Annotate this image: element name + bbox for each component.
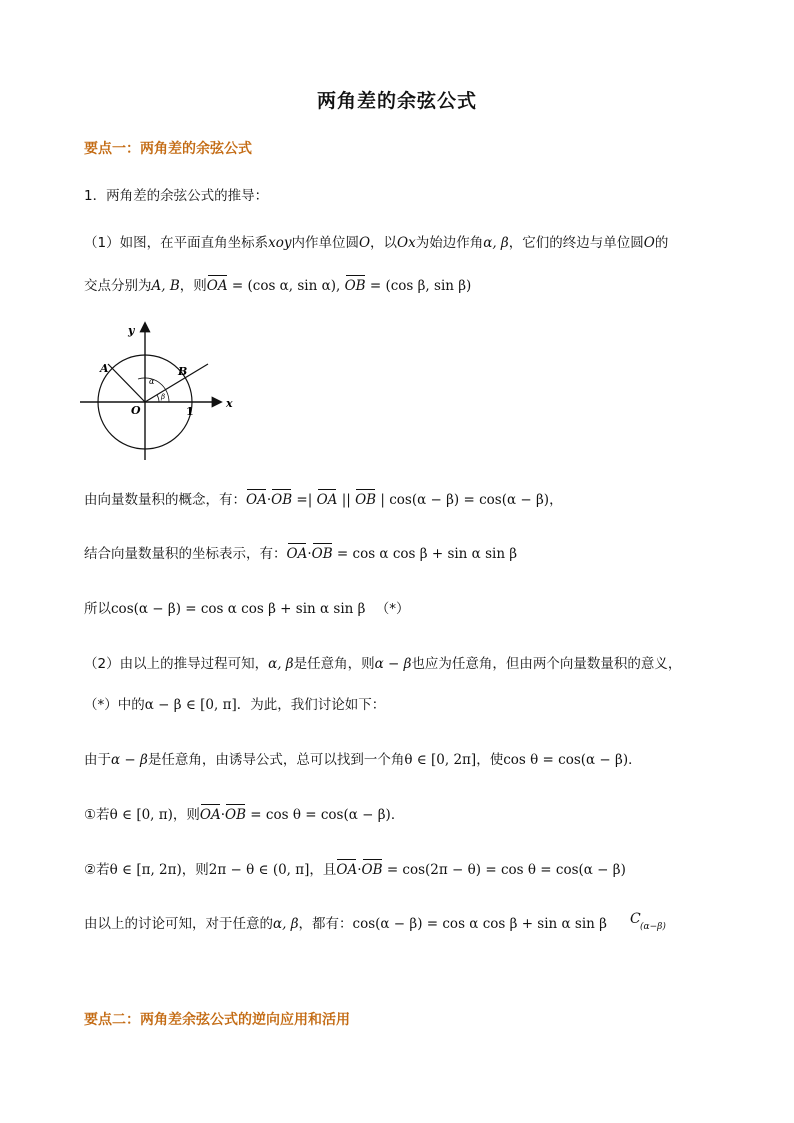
text-span: 结合向量数量积的坐标表示，有： <box>84 546 287 562</box>
label-alpha: α <box>149 377 155 386</box>
paragraph-9 <box>84 803 404 823</box>
vector-oa: OA <box>286 546 308 562</box>
text-span: （1）如图，在平面直角坐标系 <box>84 235 269 251</box>
vector-oa: OA <box>206 278 228 294</box>
paragraph-6 <box>84 652 681 672</box>
vector-ob: OB <box>355 492 377 508</box>
vector-ob: OB <box>361 862 383 878</box>
angle-beta-arc <box>157 395 159 402</box>
math-var: α, β <box>273 916 299 932</box>
label-beta: β <box>161 393 166 401</box>
vector-ob: OB <box>271 492 293 508</box>
math-var: A, B <box>151 278 180 294</box>
text-span: （*） <box>375 601 410 617</box>
text-span: ， <box>549 492 563 508</box>
text-span: 内作单位圆 <box>291 235 359 251</box>
math-var: O <box>643 235 655 251</box>
vector-oa: OA <box>316 492 338 508</box>
math-expr: = (cos β, sin β) <box>365 278 472 294</box>
math-expr: = cos θ = cos(α − β) <box>246 807 391 823</box>
vector-ob: OB <box>225 807 247 823</box>
math-var: α, β <box>268 656 294 672</box>
math-expr: θ ∈ [π, 2π) <box>109 862 182 878</box>
text-span: ，则 <box>172 807 200 823</box>
formula-name-c: C <box>630 911 641 927</box>
text-span: ，它们的终边与单位圆 <box>508 235 644 251</box>
unit-circle-figure <box>80 318 240 463</box>
text-span: ，且 <box>309 862 337 878</box>
math-var: O <box>358 235 371 251</box>
paragraph-4 <box>84 542 517 562</box>
vector-oa: OA <box>246 492 267 508</box>
math-expr: cos(α − β) = cos α cos β + sin α sin β <box>111 601 366 617</box>
vector-oa: OA <box>336 862 358 878</box>
text-span: 由向量数量积的概念，有： <box>84 492 246 508</box>
label-y: y <box>128 324 135 337</box>
math-var: α − β <box>374 656 412 672</box>
label-a: A <box>100 362 109 375</box>
vector-ob: OB <box>344 278 366 294</box>
math-expr: · <box>357 862 362 878</box>
math-var: xoy <box>268 235 292 251</box>
math-expr: · <box>266 492 272 508</box>
text-span: 所以 <box>84 601 111 617</box>
text-span: ． <box>628 752 642 768</box>
math-expr: || <box>337 492 356 508</box>
text-span: ，则 <box>179 278 207 294</box>
label-o: O <box>131 404 141 417</box>
math-expr: · <box>307 546 312 562</box>
math-var: Ox <box>397 235 416 251</box>
math-expr: α − β ∈ [0, π] <box>144 697 237 713</box>
text-span: 的 <box>654 235 669 251</box>
math-expr: = cos α cos β + sin α sin β <box>332 546 518 562</box>
ray-a <box>108 364 145 402</box>
text-span: 由于 <box>84 752 111 768</box>
section-heading-2: 要点二：两角差余弦公式的逆向应用和活用 <box>84 1012 350 1028</box>
paragraph-2 <box>84 274 471 294</box>
text-span: ．为此，我们讨论如下： <box>236 697 386 713</box>
math-expr: cos(α − β) = cos α cos β + sin α sin β <box>352 916 607 932</box>
math-expr: = cos(2π − θ) = cos θ = cos(α − β) <box>382 862 626 878</box>
paragraph-8 <box>84 748 642 768</box>
label-b: B <box>178 365 188 378</box>
text-span: 由以上的讨论可知，对于任意的 <box>84 916 273 932</box>
formula-name-subscript: (α−β) <box>640 922 666 932</box>
text-span: 交点分别为 <box>84 278 152 294</box>
math-expr: cos θ = cos(α − β) <box>503 752 629 768</box>
paragraph-11 <box>84 912 607 932</box>
text-span: 是任意角，则 <box>293 656 375 672</box>
math-expr: = (cos α, sin α), <box>227 278 345 294</box>
text-span: ①若 <box>84 807 110 823</box>
math-expr: θ ∈ [0, 2π] <box>404 752 477 768</box>
text-span: ②若 <box>84 862 110 878</box>
text-span: ，都有： <box>298 916 353 932</box>
label-one: 1 <box>186 405 194 418</box>
paragraph-5 <box>84 597 410 617</box>
math-var: α, β <box>483 235 509 251</box>
text-span: 为始边作角 <box>415 235 484 251</box>
text-span: （2）由以上的推导过程可知， <box>84 656 269 672</box>
math-expr: 2π − θ ∈ (0, π] <box>208 862 310 878</box>
text-span: ． <box>390 807 405 823</box>
section-heading-1: 要点一：两角差的余弦公式 <box>84 141 252 157</box>
text-span: ，以 <box>370 235 398 251</box>
label-x: x <box>226 397 233 410</box>
vector-ob: OB <box>311 546 333 562</box>
paragraph-10 <box>84 858 626 878</box>
vector-oa: OA <box>199 807 221 823</box>
paragraph-1 <box>84 231 668 251</box>
paragraph-3 <box>84 488 563 508</box>
math-expr: =| <box>292 492 317 508</box>
math-expr: · <box>220 807 226 823</box>
page-title: 两角差的余弦公式 <box>316 90 477 112</box>
paragraph-7 <box>84 693 385 713</box>
item-1-label: 1．两角差的余弦公式的推导： <box>84 188 269 204</box>
math-expr: | cos(α − β) = cos(α − β) <box>376 492 550 508</box>
math-var: α − β <box>111 752 148 768</box>
text-span: ，则 <box>181 862 209 878</box>
text-span: （*）中的 <box>84 697 145 713</box>
text-span: ，使 <box>476 752 504 768</box>
text-span: 也应为任意角，但由两个向量数量积的意义， <box>411 656 682 672</box>
ray-b <box>145 364 208 402</box>
math-expr: θ ∈ [0, π) <box>109 807 173 823</box>
text-span: 是任意角，由诱导公式，总可以找到一个角 <box>147 752 405 768</box>
